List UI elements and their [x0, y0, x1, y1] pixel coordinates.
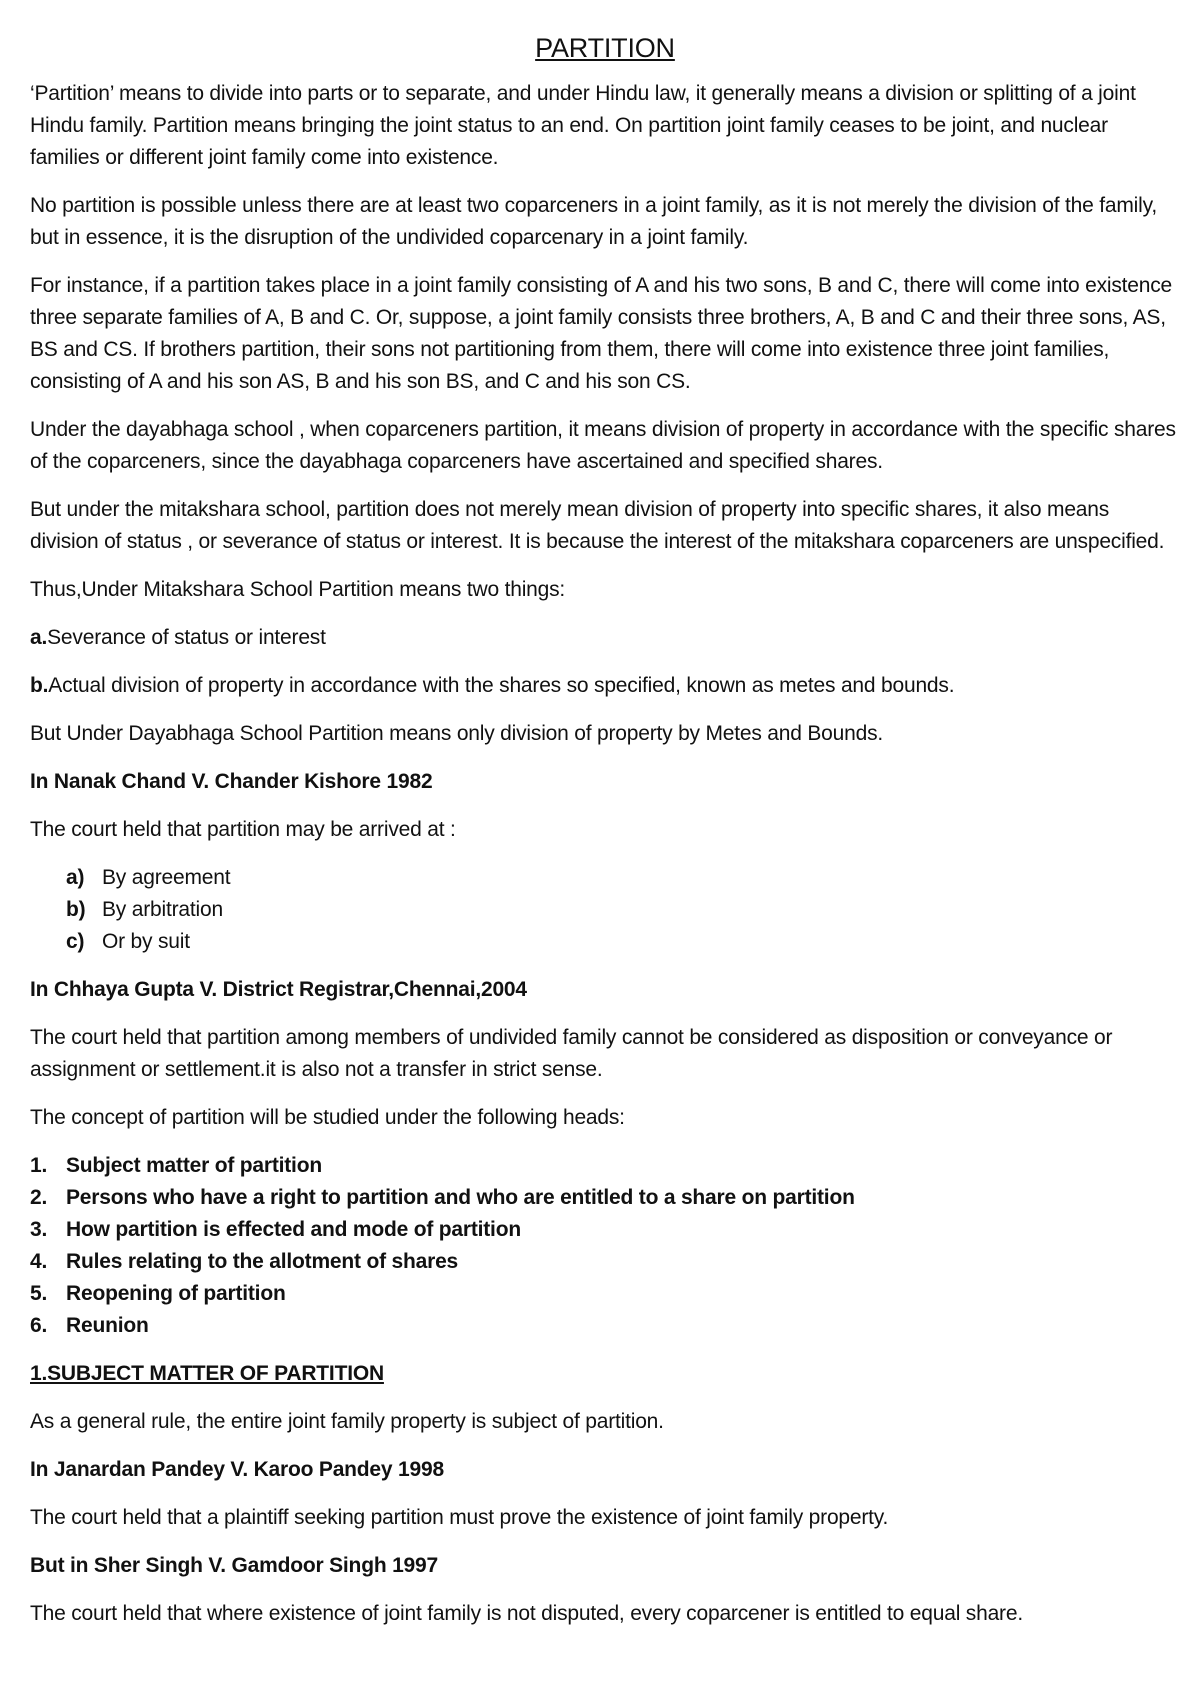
list-item [30, 1214, 1180, 1246]
list-marker: c) [66, 930, 85, 953]
paragraph-coparceners: No partition is possible unless there are at least two coparceners in a joint family, as it is not merely the division of the family, but in essence, it is the disruption of the undivided coparcenary in a joint family. [30, 194, 1157, 249]
paragraph-mitakshara: But under the mitakshara school, partition does not merely mean division of property into specific shares, it also means division of status , or severance of status or interest. It is because the interest of the mitakshara coparceners are unspecified. [30, 498, 1165, 553]
list-text: Reunion [66, 1314, 149, 1337]
list-marker: b) [66, 898, 86, 921]
paragraph-court-held-4: The court held that where existence of joint family is not disputed, every coparcener is entitled to equal share. [30, 1602, 1023, 1625]
list-marker: a) [66, 866, 85, 889]
point-b-marker: b. [30, 674, 49, 697]
list-marker: 5. [30, 1282, 48, 1305]
point-a-marker: a. [30, 626, 48, 649]
list-marker: 1. [30, 1154, 48, 1177]
case-heading-janardan-pandey: In Janardan Pandey V. Karoo Pandey 1998 [30, 1458, 444, 1481]
list-item [30, 1182, 1180, 1214]
paragraph-dayabhaga: Under the dayabhaga school , when coparceners partition, it means division of property in accordance with the specific shares of the coparceners, since the dayabhaga coparceners have ascertained and specified shares. [30, 418, 1176, 473]
case-heading-sher-singh: But in Sher Singh V. Gamdoor Singh 1997 [30, 1554, 438, 1577]
list-text: By arbitration [102, 898, 223, 921]
list-text: How partition is effected and mode of partition [66, 1218, 521, 1241]
paragraph-court-held-1: The court held that partition may be arrived at : [30, 818, 456, 841]
list-text: Rules relating to the allotment of shares [66, 1250, 459, 1273]
list-item [30, 1310, 1180, 1342]
paragraph-court-held-2: The court held that partition among members of undivided family cannot be considered as disposition or conveyance or assignment or settlement.it is also not a transfer in strict sense. [30, 1026, 1113, 1081]
page-title: PARTITION [535, 33, 675, 63]
list-text: Reopening of partition [66, 1282, 286, 1305]
list-text: Or by suit [102, 930, 190, 953]
list-item [66, 862, 1180, 894]
list-marker: 4. [30, 1250, 48, 1273]
paragraph-example: For instance, if a partition takes place in a joint family consisting of A and his two sons, B and C, there will come into existence three separate families of A, B and C. Or, suppose, a joint family consists three brothers, A, B and C and their three sons, AS, BS and CS. If brothers partition, their sons not partitioning from them, there will come into existence three joint families, consisting of A and his son AS, B and his son BS, and C and his son CS. [30, 274, 1173, 393]
document-page [30, 30, 1180, 1646]
list-text: Persons who have a right to partition and who are entitled to a share on partition [66, 1186, 855, 1209]
section-heading-subject-matter: 1.SUBJECT MATTER OF PARTITION [30, 1362, 384, 1385]
point-b [30, 670, 1180, 702]
point-b-text: Actual division of property in accordance with the shares so specified, known as metes and bounds. [48, 674, 955, 697]
list-text: Subject matter of partition [66, 1154, 322, 1177]
list-item [66, 926, 1180, 958]
list-item [30, 1246, 1180, 1278]
list-item [30, 1278, 1180, 1310]
paragraph-court-held-3: The court held that a plaintiff seeking partition must prove the existence of joint family property. [30, 1506, 889, 1529]
paragraph-dayabhaga-metes: But Under Dayabhaga School Partition means only division of property by Metes and Bounds. [30, 722, 884, 745]
point-a [30, 622, 1180, 654]
case-heading-chhaya-gupta: In Chhaya Gupta V. District Registrar,Chennai,2004 [30, 978, 527, 1001]
paragraph-definition: ‘Partition’ means to divide into parts or to separate, and under Hindu law, it generally means a division or splitting of a joint Hindu family. Partition means bringing the joint status to an end. On partition joint family ceases to be joint, and nuclear families or different joint family come into existence. [30, 82, 1136, 169]
point-a-text: Severance of status or interest [47, 626, 326, 649]
list-item [30, 1150, 1180, 1182]
modes-list [30, 862, 1180, 958]
list-text: By agreement [102, 866, 231, 889]
paragraph-heads-intro: The concept of partition will be studied under the following heads: [30, 1106, 625, 1129]
paragraph-general-rule: As a general rule, the entire joint family property is subject of partition. [30, 1410, 664, 1433]
list-marker: 3. [30, 1218, 48, 1241]
case-heading-nanak-chand: In Nanak Chand V. Chander Kishore 1982 [30, 770, 433, 793]
list-marker: 6. [30, 1314, 48, 1337]
list-marker: 2. [30, 1186, 48, 1209]
heads-list [30, 1150, 1180, 1342]
paragraph-two-things: Thus,Under Mitakshara School Partition means two things: [30, 578, 566, 601]
list-item [66, 894, 1180, 926]
